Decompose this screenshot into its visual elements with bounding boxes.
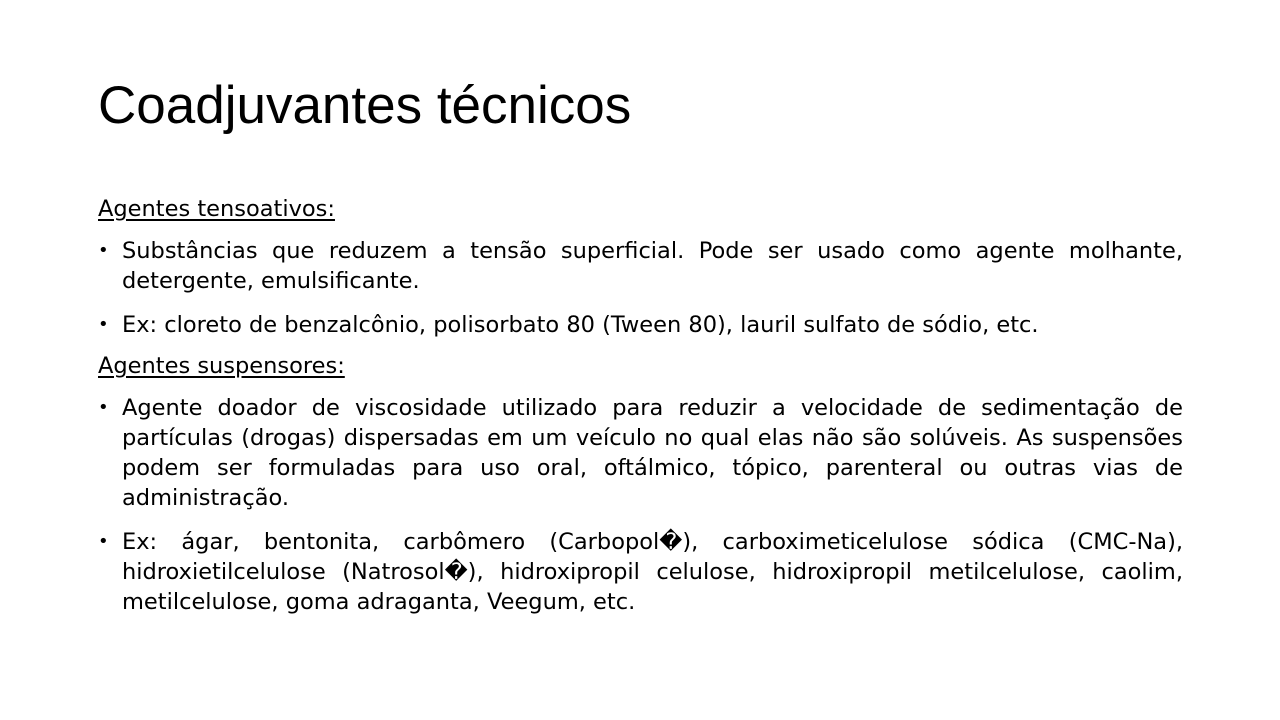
bullet-suspensores-definition: • Agente doador de viscosidade utilizado para reduzir a velocidade de sedimentação de partículas (drogas) dispersadas em um veículo no qual elas não são solúveis. As suspensões podem ser formuladas para uso oral, oftálmico, tópico, parenteral ou outras vias de administração. [98, 393, 1183, 513]
bullet-tensoativos-examples: • Ex: cloreto de benzalcônio, polisorbato 80 (Tween 80), lauril sulfato de sódio, etc. [98, 310, 1183, 340]
slide-title: Coadjuvantes técnicos [98, 76, 632, 135]
bullet-suspensores-examples: • Ex: ágar, bentonita, carbômero (Carbopol�), carboximeticelulose sódica (CMC-Na), hidroxietilcelulose (Natrosol�), hidroxipropil celulose, hidroxipropil metilcelulose, caolim, metilcelulose, goma adraganta, Veegum, etc. [98, 527, 1183, 617]
section-heading-suspensores: Agentes suspensores: [98, 353, 345, 379]
bullet-tensoativos-definition: • Substâncias que reduzem a tensão superficial. Pode ser usado como agente molhante, detergente, emulsificante. [98, 236, 1183, 296]
slide-content [98, 194, 1183, 629]
section-heading-tensoativos: Agentes tensoativos: [98, 196, 335, 222]
